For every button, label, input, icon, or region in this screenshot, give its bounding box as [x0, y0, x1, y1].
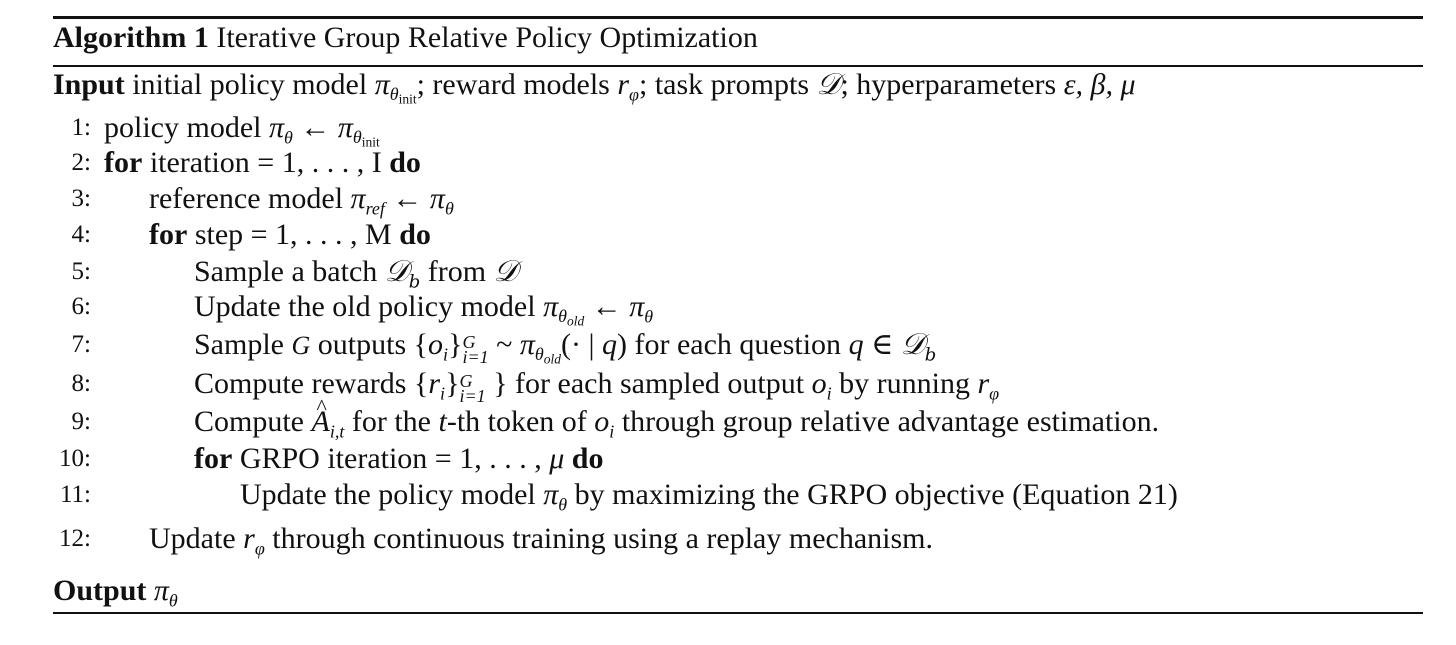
- input-text-2: ; reward models: [416, 68, 610, 101]
- line-number: 2:: [71, 149, 91, 176]
- policy-symbol: $\pi_\theta$: [429, 182, 454, 219]
- policy-init-symbol: $\pi_{\theta_{init}}$: [374, 68, 417, 107]
- mu-symbol: μ: [549, 442, 565, 475]
- line-number: 1:: [71, 114, 91, 141]
- line-number: 7:: [71, 331, 91, 358]
- token-var: t: [438, 405, 447, 438]
- line-text: through group relative advantage estimation.: [621, 405, 1160, 438]
- line-text: Compute: [194, 405, 304, 438]
- reward-model-symbol: $r_\varphi$: [977, 367, 1000, 404]
- reward-model-symbol: $r_\varphi$: [243, 522, 265, 559]
- line-number: 8:: [71, 370, 91, 397]
- input-line: [53, 67, 1136, 107]
- line-text: policy model: [104, 111, 262, 144]
- line-text: Sample: [194, 328, 284, 361]
- line-text: Compute rewards {: [194, 367, 429, 400]
- line-text: by running: [839, 367, 970, 400]
- set-limits: G i=1: [459, 370, 486, 406]
- dataset-symbol: 𝒟: [816, 67, 841, 102]
- line-text: GRPO iteration = 1, . . . ,: [239, 442, 542, 475]
- line-text: outputs {: [317, 328, 429, 361]
- question-var: q: [848, 328, 864, 361]
- line-text: } for each sampled output: [493, 367, 805, 400]
- line-number: 12:: [59, 525, 91, 552]
- old-policy-symbol: $\pi_{\theta_{old}}$: [519, 328, 561, 367]
- line-text: -th token of: [446, 405, 587, 438]
- line-number: 9:: [71, 408, 91, 435]
- advantage-symbol: ^ $A_{i,t}$: [312, 405, 345, 438]
- keyword-do: do: [399, 218, 431, 251]
- line-text: Update the old policy model: [194, 290, 536, 323]
- line-text: reference model: [149, 182, 344, 215]
- output-var: $o_i$: [594, 405, 615, 442]
- keyword-for: for: [194, 442, 233, 475]
- in-symbol: ∈: [871, 328, 894, 361]
- keyword-for: for: [104, 146, 143, 179]
- policy-init-symbol: $\pi_{\theta_{init}}$: [337, 111, 380, 150]
- input-text-3: ; task prompts: [639, 68, 810, 101]
- line-number: 5:: [71, 258, 91, 285]
- line-text: by maximizing the GRPO objective (Equation 21): [574, 478, 1178, 511]
- line-text: Update: [149, 522, 236, 555]
- line-number: 10:: [59, 445, 91, 472]
- input-label: Input: [53, 68, 125, 101]
- line-text: through continuous training using a replay mechanism.: [272, 522, 933, 555]
- algorithm-title: Iterative Group Relative Policy Optimization: [216, 21, 758, 54]
- batch-symbol: 𝒟$_b$: [384, 254, 421, 293]
- line-number: 11:: [59, 481, 91, 508]
- output-line: [53, 573, 178, 609]
- line-number: 4:: [71, 221, 91, 248]
- policy-symbol: $\pi_\theta$: [268, 111, 293, 148]
- algorithm-label: Algorithm 1: [53, 21, 209, 54]
- line-text: iteration = 1, . . . , I: [149, 146, 382, 179]
- keyword-for: for: [149, 218, 188, 251]
- group-size-var: G: [291, 331, 311, 360]
- algorithm-caption: [53, 20, 758, 56]
- bottom-rule: [53, 612, 1423, 614]
- arrow-symbol: ←: [300, 111, 331, 144]
- hyperparameters: ε, β, μ: [1063, 68, 1136, 101]
- set-limits: G i=1: [462, 331, 489, 367]
- old-policy-symbol: $\pi_{\theta_{old}}$: [543, 290, 585, 329]
- output-label: Output: [53, 574, 147, 607]
- line-text: step = 1, . . . , M: [194, 218, 392, 251]
- line-text: for the: [351, 405, 431, 438]
- reward-var: $r_i$: [428, 367, 446, 404]
- output-var: $o_i$: [428, 328, 449, 365]
- arrow-symbol: ←: [591, 290, 622, 323]
- policy-symbol: $\pi_\theta$: [543, 478, 568, 515]
- keyword-do: do: [571, 442, 604, 475]
- reward-model-symbol: $r_\varphi$: [617, 68, 640, 105]
- line-text: Sample a batch: [194, 255, 378, 288]
- arrow-symbol: ←: [392, 182, 423, 215]
- policy-symbol: $\pi_\theta$: [629, 290, 654, 327]
- line-number: 6:: [71, 293, 91, 320]
- line-number: 3:: [71, 185, 91, 212]
- question-var: q: [601, 328, 617, 361]
- policy-symbol: $\pi_\theta$: [153, 574, 178, 611]
- batch-symbol: 𝒟$_b$: [900, 327, 937, 366]
- reference-policy-symbol: $\pi_{ref}$: [350, 182, 385, 219]
- sim-symbol: ~: [496, 328, 513, 361]
- top-rule: [53, 16, 1423, 19]
- dataset-symbol: 𝒟: [493, 254, 518, 289]
- line-text: from: [427, 255, 487, 288]
- output-var: $o_i$: [811, 367, 832, 404]
- line-text: (· |: [560, 328, 595, 361]
- keyword-do: do: [389, 146, 421, 179]
- input-text-4: ; hyperparameters: [840, 68, 1057, 101]
- line-text: Update the policy model: [240, 478, 536, 511]
- input-text-1: initial policy model: [132, 68, 368, 101]
- line-text: ) for each question: [616, 328, 842, 361]
